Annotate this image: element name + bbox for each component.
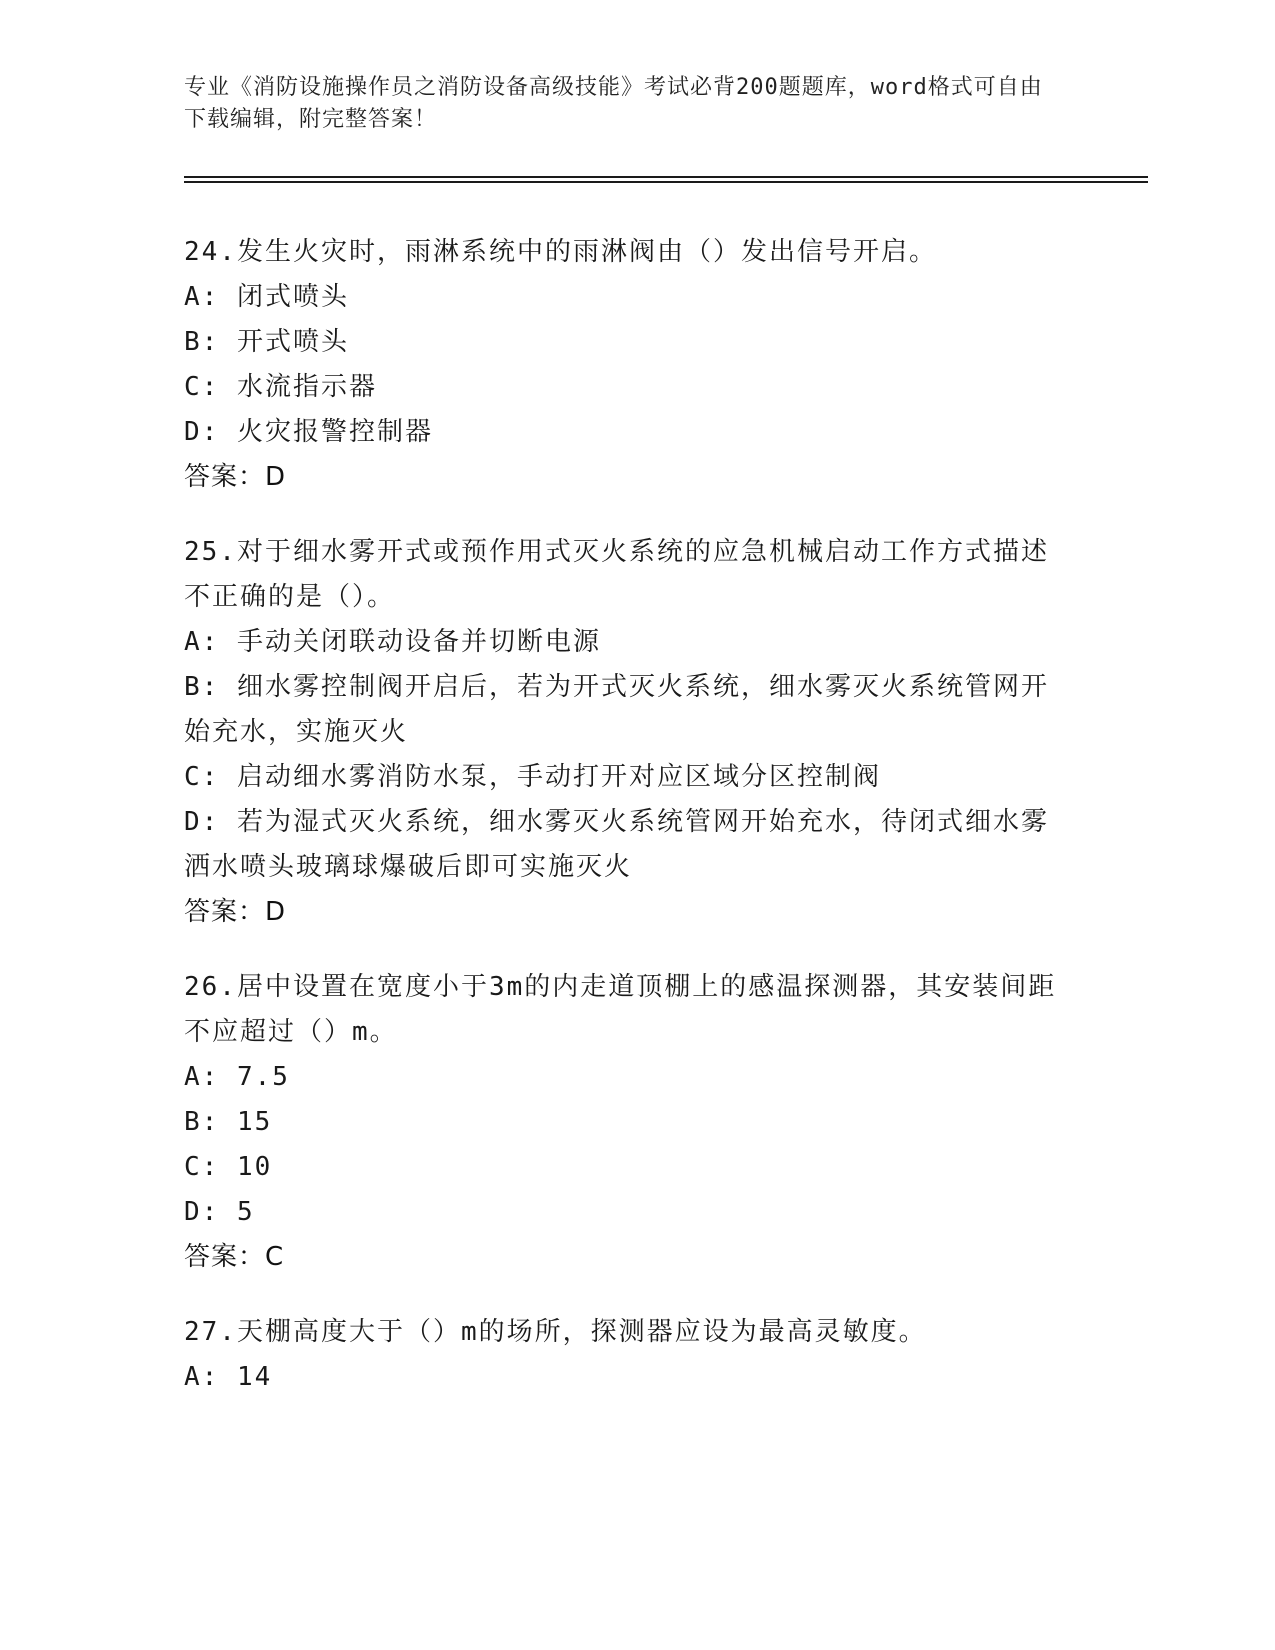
answer-label: 答案：D xyxy=(184,897,287,927)
question-stem: 26.居中设置在宽度小于3m的内走道顶棚上的感温探测器，其安装间距不应超过（）m。 xyxy=(184,972,1057,1047)
document-header: 专业《消防设施操作员之消防设备高级技能》考试必背200题题库，word格式可自由下载编辑，附完整答案！ xyxy=(184,75,1043,132)
question-stem: 25.对于细水雾开式或预作用式灭火系统的应急机械启动工作方式描述不正确的是（）。 xyxy=(184,537,1049,612)
question-stem: 24.发生火灾时，雨淋系统中的雨淋阀由（）发出信号开启。 xyxy=(184,237,937,267)
question-list xyxy=(184,230,1064,1430)
option-c: C: 启动细水雾消防水泵，手动打开对应区域分区控制阀 xyxy=(184,762,881,792)
option-a: A: 闭式喷头 xyxy=(184,282,349,312)
question-27 xyxy=(184,1310,1064,1400)
option-a: A: 7.5 xyxy=(184,1062,290,1092)
question-24 xyxy=(184,230,1064,500)
option-d: D: 5 xyxy=(184,1197,255,1227)
question-stem: 27.天棚高度大于（）m的场所，探测器应设为最高灵敏度。 xyxy=(184,1317,927,1347)
option-b: B: 开式喷头 xyxy=(184,327,349,357)
header-divider-top xyxy=(184,176,1148,178)
answer-label: 答案：C xyxy=(184,1242,285,1272)
question-25 xyxy=(184,530,1064,935)
option-a: A: 14 xyxy=(184,1362,273,1392)
option-b: B: 15 xyxy=(184,1107,273,1137)
option-a: A: 手动关闭联动设备并切断电源 xyxy=(184,627,601,657)
answer-label: 答案：D xyxy=(184,462,287,492)
question-26 xyxy=(184,965,1064,1280)
header-divider-bottom xyxy=(184,181,1148,183)
option-c: C: 水流指示器 xyxy=(184,372,377,402)
option-b: B: 细水雾控制阀开启后，若为开式灭火系统，细水雾灭火系统管网开始充水，实施灭火 xyxy=(184,672,1049,747)
option-c: C: 10 xyxy=(184,1152,273,1182)
option-d: D: 若为湿式灭火系统，细水雾灭火系统管网开始充水，待闭式细水雾洒水喷头玻璃球爆破后即可实施灭火 xyxy=(184,807,1049,882)
option-d: D: 火灾报警控制器 xyxy=(184,417,433,447)
